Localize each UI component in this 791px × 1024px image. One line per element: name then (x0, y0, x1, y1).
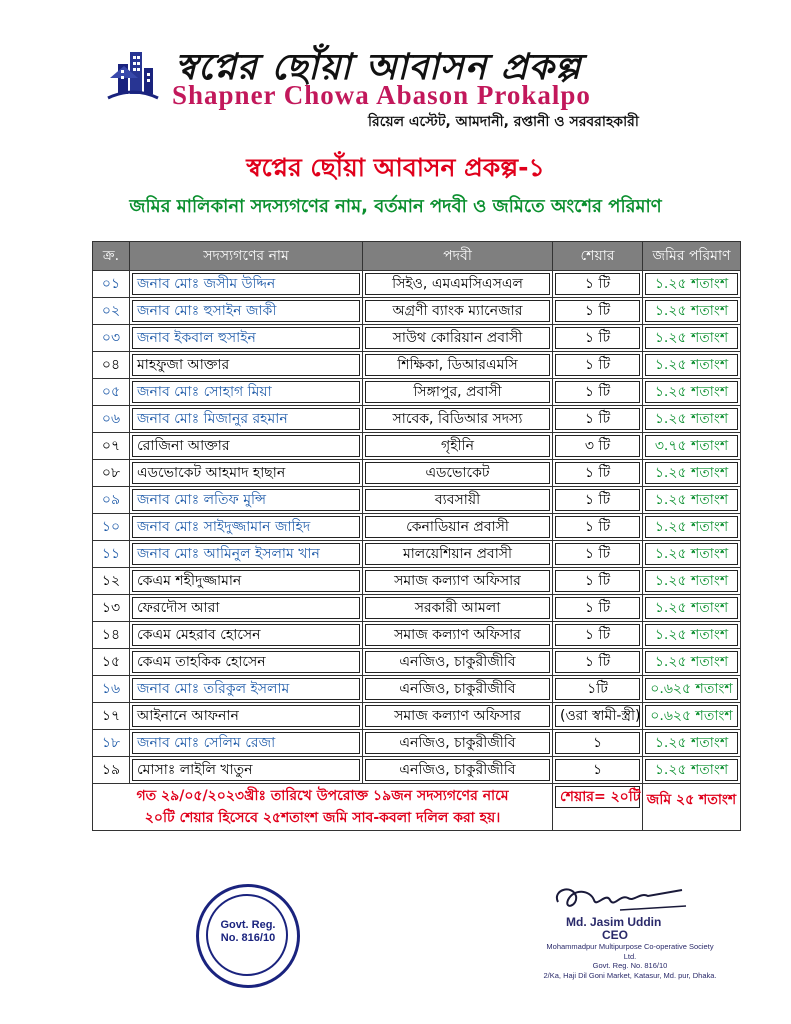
member-name: জনাব ইকবাল হুসাইন (132, 327, 360, 349)
member-name: জনাব মোঃ আমিনুল ইসলাম খান (132, 543, 360, 565)
member-land: ০.৬২৫ শতাংশ (645, 678, 738, 700)
member-post: ব্যবসায়ী (365, 489, 550, 511)
member-post-cell (363, 568, 553, 595)
member-name: মোসাঃ লাইলি খাতুন (132, 759, 360, 781)
member-post: কেনাডিয়ান প্রবাসী (365, 516, 550, 538)
member-post: সমাজ কল্যাণ অফিসার (365, 705, 550, 727)
serial-number: ১০ (93, 514, 130, 541)
member-name-cell (130, 514, 363, 541)
member-share: ১ টি (555, 300, 640, 322)
table-row (93, 271, 741, 298)
member-land: ১.২৫ শতাংশ (645, 516, 738, 538)
member-land: ১.২৫ শতাংশ (645, 408, 738, 430)
member-name: ফেরদৌস আরা (132, 597, 360, 619)
table-row (93, 541, 741, 568)
signature-icon (550, 880, 690, 920)
member-share: ১ টি (555, 570, 640, 592)
member-name: জনাব মোঃ লতিফ মুন্সি (132, 489, 360, 511)
table-row (93, 325, 741, 352)
member-post-cell (363, 406, 553, 433)
member-name-cell (130, 703, 363, 730)
member-share: ১ (555, 732, 640, 754)
serial-number: ০৬ (93, 406, 130, 433)
serial-number: ০৯ (93, 487, 130, 514)
member-share: ১ টি (555, 462, 640, 484)
member-land-cell (643, 325, 741, 352)
member-post: সমাজ কল্যাণ অফিসার (365, 570, 550, 592)
serial-number: ১২ (93, 568, 130, 595)
brand-bangla: স্বপ্নের ছোঁয়া আবাসন প্রকল্প (175, 46, 582, 88)
member-land-cell (643, 649, 741, 676)
member-share-cell (553, 352, 643, 379)
member-land-cell (643, 541, 741, 568)
member-share: ১ টি (555, 381, 640, 403)
ceo-organization (540, 942, 720, 980)
member-post: সাবেক, বিডিআর সদস্য (365, 408, 550, 430)
table-row (93, 703, 741, 730)
serial-number: ০৪ (93, 352, 130, 379)
member-name-cell (130, 541, 363, 568)
member-name-cell (130, 676, 363, 703)
header-serial: ক্র. (93, 242, 130, 271)
footer-share-cell (553, 784, 643, 831)
member-post-cell (363, 487, 553, 514)
header-land: জমির পরিমাণ (643, 242, 741, 271)
member-post-cell (363, 325, 553, 352)
member-land: ১.২৫ শতাংশ (645, 489, 738, 511)
member-land: ১.২৫ শতাংশ (645, 624, 738, 646)
member-land: ১.২৫ শতাংশ (645, 354, 738, 376)
table-row (93, 406, 741, 433)
member-land-cell (643, 622, 741, 649)
member-land-cell (643, 757, 741, 784)
serial-number: ১৬ (93, 676, 130, 703)
member-name: জনাব মোঃ হুসাইন জাকী (132, 300, 360, 322)
footer-note-line1: গত ২৯/০৫/২০২৩খ্রীঃ তারিখে উপরোক্ত ১৯জন সদস্যগণের নামে (136, 788, 509, 804)
member-land: ১.২৫ শতাংশ (645, 759, 738, 781)
member-share: ১ (555, 759, 640, 781)
member-share: ১ টি (555, 273, 640, 295)
ceo-name: Md. Jasim Uddin (566, 915, 662, 929)
member-share: ১ টি (555, 489, 640, 511)
member-name-cell (130, 595, 363, 622)
member-post-cell (363, 595, 553, 622)
member-share: (ওরা স্বামী-স্ত্রী) (555, 705, 640, 727)
serial-number: ১৮ (93, 730, 130, 757)
house-logo-icon (104, 38, 162, 106)
member-share-cell (553, 757, 643, 784)
member-land-cell (643, 568, 741, 595)
serial-number: ০৩ (93, 325, 130, 352)
table-row (93, 676, 741, 703)
member-share-cell (553, 298, 643, 325)
member-share-cell (553, 730, 643, 757)
member-land-cell (643, 487, 741, 514)
member-post: গৃহীনি (365, 435, 550, 457)
member-name: কেএম মেহরাব হোসেন (132, 624, 360, 646)
member-name-cell (130, 352, 363, 379)
table-footer-row (93, 784, 741, 831)
member-name: জনাব মোঃ সেলিম রেজা (132, 732, 360, 754)
member-share-cell (553, 487, 643, 514)
member-land-cell (643, 730, 741, 757)
member-post-cell (363, 352, 553, 379)
member-post-cell (363, 379, 553, 406)
member-land-cell (643, 460, 741, 487)
table-row (93, 757, 741, 784)
member-post: সরকারী আমলা (365, 597, 550, 619)
member-share: ১ টি (555, 327, 640, 349)
member-name-cell (130, 379, 363, 406)
member-land-cell (643, 379, 741, 406)
member-name-cell (130, 622, 363, 649)
member-land-cell (643, 298, 741, 325)
serial-number: ১৫ (93, 649, 130, 676)
member-name-cell (130, 730, 363, 757)
member-post-cell (363, 703, 553, 730)
member-name-cell (130, 487, 363, 514)
brand-english: Shapner Chowa Abason Prokalpo (172, 80, 591, 110)
seal-reg-line1: Govt. Reg. (220, 919, 276, 931)
table-row (93, 487, 741, 514)
member-name-cell (130, 460, 363, 487)
member-name-cell (130, 433, 363, 460)
member-name: এডভোকেট আহমাদ হাছান (132, 462, 360, 484)
member-land-cell (643, 703, 741, 730)
serial-number: ১৯ (93, 757, 130, 784)
member-name: কেএম শহীদুজ্জামান (132, 570, 360, 592)
member-land: ১.২৫ শতাংশ (645, 327, 738, 349)
header-post: পদবী (363, 242, 553, 271)
table-row (93, 460, 741, 487)
member-post-cell (363, 730, 553, 757)
org-line1: Mohammadpur Multipurpose Co-operative Society Ltd. (546, 942, 714, 961)
member-share-cell (553, 676, 643, 703)
serial-number: ০৮ (93, 460, 130, 487)
member-share: ১ টি (555, 597, 640, 619)
footer-note (93, 784, 553, 831)
member-share: ১ টি (555, 354, 640, 376)
members-table (92, 241, 741, 831)
member-land-cell (643, 595, 741, 622)
member-share-cell (553, 460, 643, 487)
page-subtitle: জমির মালিকানা সদস্যগণের নাম, বর্তমান পদবী ও জমিতে অংশের পরিমাণ (129, 196, 662, 217)
member-land: ১.২৫ শতাংশ (645, 300, 738, 322)
member-name-cell (130, 271, 363, 298)
ceo-title: CEO (602, 928, 629, 942)
table-row (93, 379, 741, 406)
member-post-cell (363, 649, 553, 676)
member-land: ১.২৫ শতাংশ (645, 462, 738, 484)
serial-number: ০৭ (93, 433, 130, 460)
member-share: ৩ টি (555, 435, 640, 457)
member-share-cell (553, 568, 643, 595)
member-share-cell (553, 703, 643, 730)
member-name: মাহফুজা আক্তার (132, 354, 360, 376)
member-post-cell (363, 460, 553, 487)
member-share: ১ টি (555, 516, 640, 538)
member-land-cell (643, 514, 741, 541)
member-share-cell (553, 622, 643, 649)
member-land-cell (643, 406, 741, 433)
member-land: ১.২৫ শতাংশ (645, 543, 738, 565)
member-share-cell (553, 541, 643, 568)
table-header-row (93, 242, 741, 271)
member-land-cell (643, 433, 741, 460)
member-name-cell (130, 649, 363, 676)
member-name: রোজিনা আক্তার (132, 435, 360, 457)
member-share-cell (553, 649, 643, 676)
member-share: ১ টি (555, 624, 640, 646)
seal-reg-line2: No. 816/10 (220, 932, 276, 944)
table-row (93, 514, 741, 541)
serial-number: ০৫ (93, 379, 130, 406)
member-post: শিক্ষিকা, ডিআরএমসি (365, 354, 550, 376)
table-row (93, 730, 741, 757)
member-post-cell (363, 433, 553, 460)
serial-number: ০২ (93, 298, 130, 325)
member-post-cell (363, 541, 553, 568)
footer-share-total: শেয়ার= ২০টি (555, 786, 640, 808)
member-post-cell (363, 676, 553, 703)
member-post: এডভোকেট (365, 462, 550, 484)
member-land-cell (643, 271, 741, 298)
member-name: আইনানে আফনান (132, 705, 360, 727)
member-share-cell (553, 433, 643, 460)
member-post-cell (363, 622, 553, 649)
member-share-cell (553, 379, 643, 406)
brand-tagline: রিয়েল এস্টেট, আমদানী, রপ্তানী ও সরবরাহকারী (368, 114, 639, 130)
member-name-cell (130, 298, 363, 325)
member-name-cell (130, 568, 363, 595)
table-row (93, 433, 741, 460)
member-post: এনজিও, চাকুরীজীবি (365, 678, 550, 700)
member-share: ১ টি (555, 651, 640, 673)
member-post-cell (363, 298, 553, 325)
table-row (93, 649, 741, 676)
serial-number: ০১ (93, 271, 130, 298)
member-post: সিঙ্গাপুর, প্রবাসী (365, 381, 550, 403)
page-title: স্বপ্নের ছোঁয়া আবাসন প্রকল্প-১ (246, 153, 545, 182)
footer-note-line2: ২০টি শেয়ার হিসেবে ২৫শতাংশ জমি সাব-কবলা দলিল করা হয়। (144, 810, 501, 826)
member-post-cell (363, 271, 553, 298)
serial-number: ১৭ (93, 703, 130, 730)
member-land: ১.২৫ শতাংশ (645, 273, 738, 295)
member-land: ১.২৫ শতাংশ (645, 651, 738, 673)
member-share-cell (553, 595, 643, 622)
member-post-cell (363, 514, 553, 541)
serial-number: ১৪ (93, 622, 130, 649)
member-name-cell (130, 406, 363, 433)
table-row (93, 298, 741, 325)
member-share-cell (553, 406, 643, 433)
member-name: জনাব মোঃ জসীম উদ্দিন (132, 273, 360, 295)
member-land-cell (643, 676, 741, 703)
member-post: অগ্রণী ব্যাংক ম্যানেজার (365, 300, 550, 322)
table-row (93, 622, 741, 649)
member-name: জনাব মোঃ তরিকুল ইসলাম (132, 678, 360, 700)
member-post: এনজিও, চাকুরীজীবি (365, 651, 550, 673)
header-name: সদস্যগণের নাম (130, 242, 363, 271)
member-name: জনাব মোঃ সোহাগ মিয়া (132, 381, 360, 403)
member-post: এনজিও, চাকুরীজীবি (365, 732, 550, 754)
member-post: মালয়েশিয়ান প্রবাসী (365, 543, 550, 565)
footer-land-total: জমি ২৫ শতাংশ (643, 784, 741, 831)
member-name: কেএম তাহকিক হোসেন (132, 651, 360, 673)
seal-registration (199, 919, 297, 945)
serial-number: ১৩ (93, 595, 130, 622)
member-post: সিইও, এমএমসিএসএল (365, 273, 550, 295)
header-share: শেয়ার (553, 242, 643, 271)
table-row (93, 352, 741, 379)
member-land-cell (643, 352, 741, 379)
member-name: জনাব মোঃ সাইদুজ্জামান জাহিদ (132, 516, 360, 538)
member-share: ১ টি (555, 543, 640, 565)
serial-number: ১১ (93, 541, 130, 568)
member-name-cell (130, 325, 363, 352)
member-land: ১.২৫ শতাংশ (645, 732, 738, 754)
member-post: এনজিও, চাকুরীজীবি (365, 759, 550, 781)
member-share: ১টি (555, 678, 640, 700)
table-row (93, 595, 741, 622)
member-post: সাউথ কোরিয়ান প্রবাসী (365, 327, 550, 349)
member-land: ১.২৫ শতাংশ (645, 381, 738, 403)
member-name: জনাব মোঃ মিজানুর রহমান (132, 408, 360, 430)
member-post-cell (363, 757, 553, 784)
member-land: ১.২৫ শতাংশ (645, 570, 738, 592)
member-land: ০.৬২৫ শতাংশ (645, 705, 738, 727)
member-share-cell (553, 271, 643, 298)
member-land: ৩.৭৫ শতাংশ (645, 435, 738, 457)
member-post: সমাজ কল্যাণ অফিসার (365, 624, 550, 646)
member-share-cell (553, 325, 643, 352)
member-share: ১ টি (555, 408, 640, 430)
member-name-cell (130, 757, 363, 784)
org-line3: 2/Ka, Haji Dil Goni Market, Katasur, Md. pur, Dhaka. (543, 970, 717, 980)
society-seal (196, 884, 300, 988)
member-land: ১.২৫ শতাংশ (645, 597, 738, 619)
table-row (93, 568, 741, 595)
member-share-cell (553, 514, 643, 541)
org-line2: Govt. Reg. No. 816/10 (592, 961, 668, 970)
